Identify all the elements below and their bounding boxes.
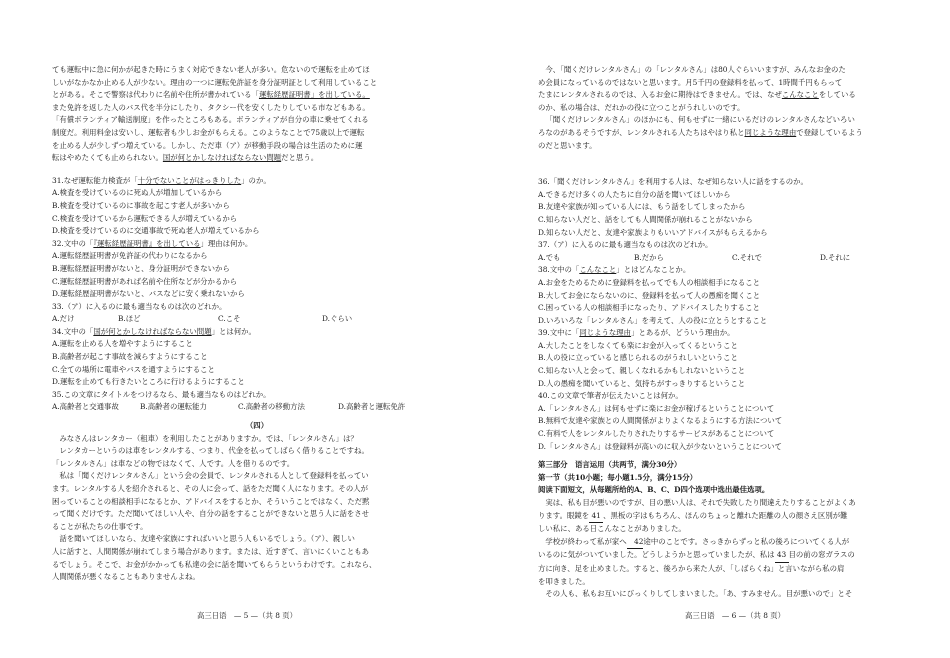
- q33-option-d: D.ぐらい: [322, 314, 353, 324]
- passage-line-11: るでしょう。そこで、お金がかかっても私達の会に話を聞いてもらうというわけです。これなら、: [52, 559, 377, 569]
- intro-line-1: ても運転中に急に何かが起きた時にうまく対応できない老人が多い。危ないので運転を止めてほ: [52, 65, 370, 74]
- q35-options: [52, 401, 462, 414]
- page-footer-5: 高三日语 — 5 —（共 8 页）: [196, 611, 298, 620]
- q38-option-a: A.お金をためるために登録料を払ってでも人の相談相手になること: [538, 277, 761, 287]
- q34-option-b: B.高齢者が起こす事故を減らすようにすること: [52, 352, 208, 362]
- passage-line-3: 「レンタルさん」は車などの物ではなくて、人です。人を借りるのです。: [52, 458, 295, 468]
- cloze-line-2: ります。眼鏡を 41 、黒板の字はもちろん、ほんのちょっと離れた距離の人の顔さえ区別が難: [538, 510, 948, 524]
- cloze-line-7: を叩きました。: [538, 576, 590, 586]
- passage-line-7: って聞くだけです。ただ聞いてほしい人や、自分の話をすることができないと思う人に話をさせ: [52, 509, 370, 519]
- q31-option-c: C.検査を受けているから運転できる人が増えているから: [52, 213, 238, 223]
- q32-option-a: A.運転経歴証明書が免許証の代わりになるから: [52, 251, 208, 261]
- q33-option-a: A.だけ: [52, 314, 75, 324]
- q34-option-d: D.運転を止めても行きたいところに行けるようにすること: [52, 377, 245, 387]
- q40-option-c: C.有料で人をレンタルしたりされたりするサービスがあることについて: [538, 429, 775, 439]
- q34-option-a: A.運転を止める人を増やすようにすること: [52, 339, 193, 349]
- passage-line-4: 私は「聞くだけレンタルさん」という会の会員で、レンタルされる人として登録料を払ってい: [59, 471, 369, 481]
- cloze-line-6: 方に向き、足を止めました。すると、後ろから来た人が、「しばらくね」と言いながら私の肩: [538, 563, 845, 573]
- r-passage-line-3: たまにレンタルされるのでは、入るお金に期待はできません。では、なぜこんなことをしている: [538, 90, 856, 100]
- q39-option-d: D.人の愚痴を聞いていると、気持ちがすっきりするということ: [538, 378, 746, 388]
- q38-option-b: B.大してお金にならないのに、登録料を払って人の愚痴を聞くこと: [538, 290, 761, 300]
- q35-option-b: B.高齢者の運転能力: [140, 402, 207, 412]
- q38-stem: 38.文中の「こんなこと」とはどんなことか。: [538, 265, 691, 275]
- q32-option-c: C.運転経歴証明書があれば名前や住所などが分かるから: [52, 276, 238, 286]
- intro-line-2: しいがなかなか止める人が少ない。理由の一つに運転免許証を身分証明証として利用していること: [52, 77, 378, 87]
- q35-option-a: A.高齢者と交通事故: [52, 402, 119, 412]
- q38-option-d: D.いろいろな「レンタルさん」を考えて、人の役に立とうとすること: [538, 315, 768, 325]
- intro-line-7: を止める人が少しずつ増えている。しかし、ただ車（ア）が移動手段の場合は生活のために運: [52, 140, 363, 150]
- q36-option-b: B.友達や家族が知っている人には、もう話をしてしまったから: [538, 202, 746, 212]
- part3-title: 第三部分 语言运用（共两节，满分30分）: [538, 460, 682, 470]
- q36-stem: 36.「聞くだけレンタルさん」を利用する人は、なぜ知らない人に話をするのか。: [538, 177, 808, 187]
- r-passage-line-4: のか、私の場合は、だれかの役に立つことがうれしいのです。: [538, 102, 745, 112]
- underline-same-reason: 同じような理由: [744, 127, 797, 137]
- passage-line-1: みなさんはレンタカー（租車）を利用したことがありますか。では、「レンタルさん」は？: [59, 433, 358, 443]
- intro-line-4: また免許を返した人のバス代を半分にしたり、タクシー代を安くしたりしている市などもある。: [52, 102, 370, 112]
- q37-option-c: C.それで: [732, 252, 762, 262]
- section-title-4: （四）: [245, 421, 269, 431]
- page-footer-6: 高三日语 — 6 —（共 8 页）: [684, 611, 786, 620]
- q33-stem: 33.（ア）に入るのに最も適当なものは次のどれか。: [52, 301, 227, 311]
- part3-instruction: 阅读下面短文，从每题所给的A、B、C、D四个选项中选出最佳选项。: [538, 485, 770, 495]
- underline-national-problem: 国が何とかしなければならない問題: [162, 153, 282, 163]
- passage-line-6: 困っていることの相談相手になるとか、アドバイスをするとか、そういうことではなく、ただ黙: [52, 496, 370, 506]
- q36-option-c: C.知らない人だと、話をしても人間関係が崩れることがないから: [538, 214, 753, 224]
- r-passage-line-1: 今、「聞くだけレンタルさん」の「レンタルさん」は80人ぐらいいますが、みんなお金のた: [545, 65, 846, 74]
- q31-option-a: A.検査を受けているのに死ぬ人が増加しているから: [52, 188, 223, 198]
- intro-line-5: 「有償ボランティア輸送制度」を作ったところもある。ボランティアが自分の車に乗せてくれる: [52, 115, 369, 125]
- q36-option-d: D.知らない人だと、友達や家族よりもいいアドバイスがもらえるから: [538, 227, 768, 237]
- q37-options: [538, 252, 948, 265]
- r-passage-line-6: ろなのがあるそうですが、レンタルされる人たちはやはり私と同じような理由で登録しているよう: [538, 127, 863, 137]
- q40-stem: 40.この文章で筆者が伝えたいことは何か。: [538, 391, 683, 401]
- underline-certificate: 運転経歴証明書」を出している。: [258, 90, 370, 100]
- left-page: [52, 64, 462, 584]
- passage-line-9: 話を聞いてほしいなら、友達や家族にすればいいと思う人もいるでしょう。（ア）、親しい: [59, 534, 355, 544]
- q32-option-b: B.運転経歴証明書がないと、身分証明ができないから: [52, 263, 230, 273]
- passage-line-8: ることが私たちの仕事です。: [52, 521, 148, 531]
- q35-option-d: D.高齢者と運転免許: [338, 402, 406, 412]
- q34-stem: 34.文中の「国が何とかしなければならない問題」とは何か。: [52, 326, 256, 336]
- r-passage-line-2: め会員になっているのではないと思います。月5千円の登録料を払って、1時間千円もらって: [538, 77, 843, 87]
- passage-line-2: レンタカーというのは車をレンタルする、つまり、代金を払ってしばらく借りることですね。: [59, 446, 369, 456]
- cloze-line-4: 学校が終わって私が家へ 42途中のことです。さっきからずっと私の後ろについてくる人が: [538, 536, 948, 550]
- q31-stem: 31.なぜ運転能力検査が「十分でないことがはっきりした」のか。: [52, 175, 271, 185]
- passage-line-10: 人に話すと、人間関係が崩れてしまう場合があります。または、近すぎて、言いにくいこともあ: [52, 546, 370, 556]
- intro-line-8: 転はやめたくても止められない。国が何とかしなければならない問題だと思う。: [52, 153, 319, 163]
- intro-line-3: とがある。そこで警察は代わりに名前や住所が書かれている「運転経歴証明書」を出している。: [52, 90, 370, 100]
- q33-option-b: B.ほど: [118, 314, 141, 324]
- cloze-line-5: いるのに気がついていました。どうしようかと思っていましたが、私は 43 目の前の窓ガラスの: [538, 549, 948, 563]
- right-page: [538, 64, 948, 601]
- q37-option-b: B.だから: [634, 252, 664, 262]
- q39-option-a: A.大したことをしなくても楽にお金が入ってくるということ: [538, 340, 738, 350]
- q39-option-b: B.人の役に立っていると感じられるのがうれしいということ: [538, 353, 738, 363]
- q40-option-d: D.「レンタルさん」は登録料が高いのに収入が少ないということについて: [538, 441, 782, 451]
- q35-option-c: C.高齢者の移動方法: [238, 402, 305, 412]
- q31-option-d: D.検査を受けているのに交通事故で死ぬ老人が増えているから: [52, 226, 260, 236]
- q40-option-a: A.「レンタルさん」は何もせずに楽にお金が稼げるということについて: [538, 403, 775, 413]
- q36-option-a: A.できるだけ多くの人たちに自分の話を聞いてほしいから: [538, 189, 731, 199]
- r-passage-line-5: 「聞くだけレンタルさん」のほかにも、何もせずに一緒にいるだけのレンタルさんなどいろい: [545, 115, 855, 125]
- underline-konna-koto: こんなこと: [781, 90, 819, 100]
- cloze-line-8: その人も、私もお互いにびっくりしてしまいました。「あ、すみません。目が悪いので」とそ: [545, 589, 853, 599]
- r-passage-line-7: のだと思います。: [538, 140, 597, 150]
- blank-43: 43: [775, 549, 789, 563]
- q31-option-b: B.検査を受けているのに事故を起こす老人が多いから: [52, 200, 230, 210]
- q38-option-c: C.困っている人の相談相手になったり、アドバイスしたりすること: [538, 303, 760, 313]
- q33-option-c: C.こそ: [218, 314, 241, 324]
- q34-option-c: C.全ての場所に電車やバスを通すようにすること: [52, 364, 215, 374]
- q37-option-d: D.それに: [820, 252, 851, 262]
- cloze-line-3: しい私に、ある日こんなことがありました。: [538, 524, 686, 534]
- blank-41: 41: [589, 510, 603, 524]
- q33-options: [52, 313, 462, 326]
- q37-stem: 37.（ア）に入るのに最も適当なものは次のどれか。: [538, 240, 713, 250]
- q37-option-a: A.でも: [538, 252, 561, 262]
- passage-line-5: ます。レンタルする人を紹介されると、その人に会って、話をただ聞く人になります。その人が: [52, 484, 368, 493]
- q35-stem: 35.この文章にタイトルをつけるなら、最も適当なものはどれか。: [52, 389, 271, 399]
- intro-line-6: 制度だ。利用料金は安いし、運転者も少しお金がもらえる。このようなことで75歳以上で運転: [52, 127, 365, 137]
- cloze-line-1: 実は、私も目が悪いのですが、目の悪い人は、それで失敗したり間違えたりすることがよくあ: [545, 498, 856, 507]
- passage-line-12: 人間関係が悪くなることもありませんよね。: [52, 572, 200, 582]
- q40-option-b: B.無料で友達や家族との人間関係がよりよくなるようにする方法について: [538, 416, 783, 426]
- q39-stem: 39.文中に「同じような理由」とあるが、どういう理由か。: [538, 328, 735, 338]
- part3-subtitle: 第一节（共10小题；每小题1.5分，满分15分）: [538, 472, 698, 482]
- q39-option-c: C.知らない人と会って、親しくなれるかもしれないということ: [538, 366, 746, 376]
- q32-option-d: D.運転経歴証明書がないと、バスなどに安く乗れないから: [52, 289, 245, 299]
- q32-stem: 32.文中の「『運転経歴証明書』を出している」理由は何か。: [52, 238, 253, 248]
- blank-42: 42: [627, 536, 644, 550]
